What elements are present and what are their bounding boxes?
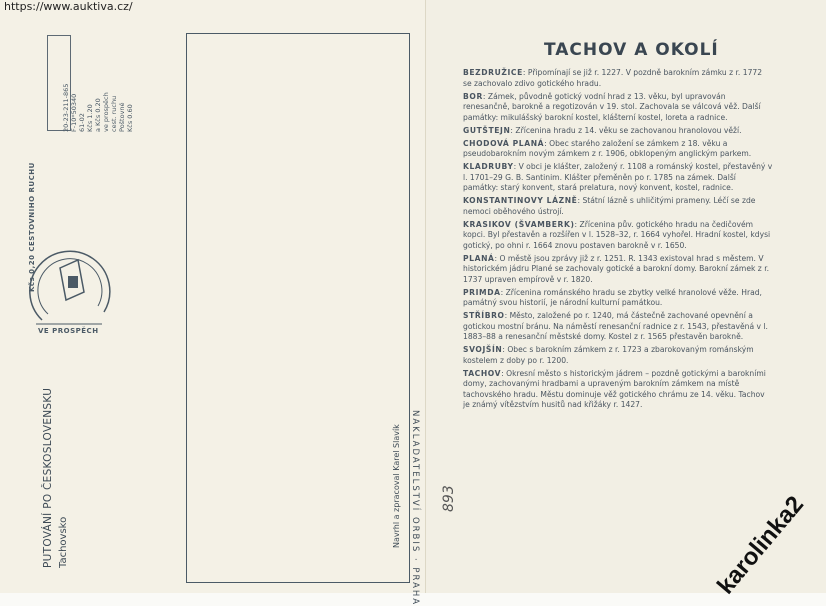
entry-name: STŘÍBRO bbox=[463, 311, 505, 320]
entry-text: Město, založené po r. 1240, má částečně zachované opevnění a gotickou mostní bránu. Na náměstí renesanční radnice z r. 1543, přestavěná v l. 1883–88 a renesanční městské domy. Kostel z r. 1565 přestavěn barokně. bbox=[463, 311, 768, 341]
price-line: Kčs 0.60 bbox=[126, 104, 134, 132]
entry-name: CHODOVÁ PLANÁ bbox=[463, 138, 545, 148]
entry-text: V obci je klášter, založený r. 1108 a románský kostel, přestavěný v l. 1701–29 G. B. Santinim. Klášter přeměněn po r. 1785 na zámek. Další památky: starý konvent, stará prelatura, nový konvent, kostel, radnice. bbox=[463, 162, 773, 192]
entry-text: Okresní město s historickým jádrem – pozdně gotickými a barokními domy, zachovanými hradbami a upraveným barokním zámkem na místě tachovského hradu. Městu dominuje věž gotického chrámu ze 14. věku. Tachov je známý vítězstvím husitů nad křižáky r. 1427. bbox=[463, 368, 766, 409]
entry-name: BEZDRUŽICE bbox=[463, 68, 523, 77]
price-line: cest. ruchu bbox=[110, 95, 118, 132]
handwritten-number: 893 bbox=[441, 485, 457, 512]
entries-list bbox=[463, 68, 773, 413]
list-item: BOR: Zámek, původně gotický vodní hrad z 13. věku, byl upravován renesančně, barokně a regotizován v 19. stol. Zachovala se válcová věž. Další památky: mikulášský barokní kostel, klášterní kostel, loreta a radnice. bbox=[463, 91, 761, 122]
price-line: a Kčs 0.20 bbox=[94, 98, 102, 132]
entry-text: Zřícenina hradu z 14. věku se zachovanou hranolovou věží. bbox=[515, 125, 742, 135]
entry-text: Zřícenina pův. gotického hradu na čedičovém kopci. Byl přestavěn a rozšířen v l. 1528–32, r. 1664 vyhořel. Hradní kostel, kdysi gotický, po ohni r. 1664 znovu postaven barokně v r. 1650. bbox=[463, 219, 771, 250]
page-title: TACHOV A OKOLÍ bbox=[544, 40, 719, 60]
entry-name: PRIMDA bbox=[463, 287, 501, 297]
entry-name: BOR bbox=[463, 91, 483, 101]
entry-name: GUTŠTEJN bbox=[463, 125, 511, 135]
list-item: STŘÍBRO: Město, založené po r. 1240, má částečně zachované opevnění a gotickou mostní bránu. Na náměstí renesanční radnice z r. 1543, přestavěná v l. 1883–88 a renesanční městské domy. Kostel z r. 1565 přestavěn barokně. bbox=[463, 311, 768, 341]
list-item: PRIMDA: Zřícenina románského hradu se zbytky velké hranolové věže. Hrad, památný svou historií, je národní kulturní památkou. bbox=[463, 287, 762, 307]
price-info bbox=[62, 84, 134, 132]
list-item: CHODOVÁ PLANÁ: Obec starého založení se zámkem z 18. věku a pseudobarokním novým zámkem z r. 1906, obklopeným anglickým parkem. bbox=[463, 138, 752, 158]
list-item: GUTŠTEJN: Zřícenina hradu z 14. věku se zachovanou hranolovou věží. bbox=[463, 125, 742, 135]
entry-text: Zámek, původně gotický vodní hrad z 13. věku, byl upravován renesančně, barokně a regotizován v 19. stol. Zachovala se válcová věž. Další památky: mikulášský barokní kostel, klášterní kostel, loreta a radnice. bbox=[463, 91, 761, 122]
address-frame bbox=[186, 33, 410, 583]
entry-text: Obec starého založení se zámkem z 18. věku a pseudobarokním novým zámkem z r. 1906, obklopeným anglickým parkem. bbox=[463, 138, 752, 158]
stamp-text-top: Kčs 0,20 CESTOVNIHO RUCHU bbox=[28, 162, 36, 292]
series-title: PUTOVÁNÍ PO ČESKOSLOVENSKU bbox=[42, 387, 54, 568]
entry-text: Připomínají se již r. 1227. V pozdně barokním zámku z r. 1772 se zachovalo zdivo gotického hradu. bbox=[463, 68, 763, 88]
publisher-label: NAKLADATELSTVÍ ORBIS · PRAHA bbox=[410, 410, 420, 606]
entry-name: KLADRUBY bbox=[463, 162, 514, 171]
price-line: Kčs 1.20 bbox=[86, 104, 94, 132]
price-line: ve prospěch bbox=[102, 92, 110, 132]
entry-text: O městě jsou zprávy již z r. 1251. R. 1343 existoval hrad s městem. V historickém jádru Plané se zachovaly gotické a barokní domy. Barokní zámek z r. 1737 upraven empírově v r. 1820. bbox=[463, 253, 770, 284]
source-url[interactable]: https://www.auktiva.cz/ bbox=[4, 0, 133, 13]
entry-name: KRASIKOV (ŠVAMBERK) bbox=[463, 219, 575, 229]
price-line: 61-02 bbox=[78, 113, 86, 132]
list-item: KLADRUBY: V obci je klášter, založený r. 1108 a románský kostel, přestavěný v l. 1701–29 G. B. Santinim. Klášter přeměněn po r. 1785 na zámek. Další památky: starý konvent, stará prelatura, nový konvent, kostel, radnice. bbox=[463, 162, 773, 192]
list-item: TACHOV: Okresní město s historickým jádrem – pozdně gotickými a barokními domy, zachovanými hradbami a upraveným barokním zámkem na místě tachovského hradu. Městu dominuje věž gotického chrámu ze 14. věku. Tachov je známý vítězstvím husitů nad křižáky r. 1427. bbox=[463, 368, 766, 409]
price-line: 20-23-211-865 bbox=[62, 83, 70, 132]
entry-name: TACHOV bbox=[463, 368, 502, 378]
postage-stamp bbox=[22, 162, 118, 336]
stamp-icon bbox=[22, 232, 118, 336]
list-item: SVOJŠÍN: Obec s barokním zámkem z r. 1723 a zbarokovaným románským kostelem z doby po r. 1200. bbox=[463, 345, 754, 365]
list-item: BEZDRUŽICE: Připomínají se již r. 1227. V pozdně barokním zámku z r. 1772 se zachovalo zdivo gotického hradu. bbox=[463, 68, 763, 88]
list-item: KRASIKOV (ŠVAMBERK): Zřícenina pův. gotického hradu na čedičovém kopci. Byl přestavěn a rozšířen v l. 1528–32, r. 1664 vyhořel. Hradní kostel, kdysi gotický, po ohni r. 1664 znovu postaven barokně v r. 1650. bbox=[463, 219, 771, 250]
credit-label: Navrhl a zpracoval Karel Slavík bbox=[392, 424, 401, 548]
entry-name: PLANÁ bbox=[463, 253, 495, 263]
list-item: PLANÁ: O městě jsou zprávy již z r. 1251. R. 1343 existoval hrad s městem. V historickém jádru Plané se zachovaly gotické a barokní domy. Barokní zámek z r. 1737 upraven empírově v r. 1820. bbox=[463, 253, 770, 284]
stamp-text-bottom: VE PROSPĚCH bbox=[38, 327, 99, 335]
watermark: karolinka2 bbox=[712, 491, 810, 600]
price-line: Poštovné bbox=[118, 102, 126, 132]
entry-text: Obec s barokním zámkem z r. 1723 a zbarokovaným románským kostelem z doby po r. 1200. bbox=[463, 345, 754, 365]
series-subtitle: Tachovsko bbox=[58, 516, 69, 568]
list-item: KONSTANTINOVY LÁZNĚ: Státní lázně s uhličitými prameny. Léčí se zde nemoci oběhového ústrojí. bbox=[463, 196, 756, 216]
entry-name: SVOJŠÍN bbox=[463, 345, 503, 354]
entry-name: KONSTANTINOVY LÁZNĚ bbox=[463, 196, 578, 205]
entry-text: Státní lázně s uhličitými prameny. Léčí se zde nemoci oběhového ústrojí. bbox=[463, 196, 756, 216]
entry-text: Zřícenina románského hradu se zbytky velké hranolové věže. Hrad, památný svou historií, je národní kulturní památkou. bbox=[463, 287, 762, 307]
price-line: F-10*50340 bbox=[70, 93, 78, 132]
